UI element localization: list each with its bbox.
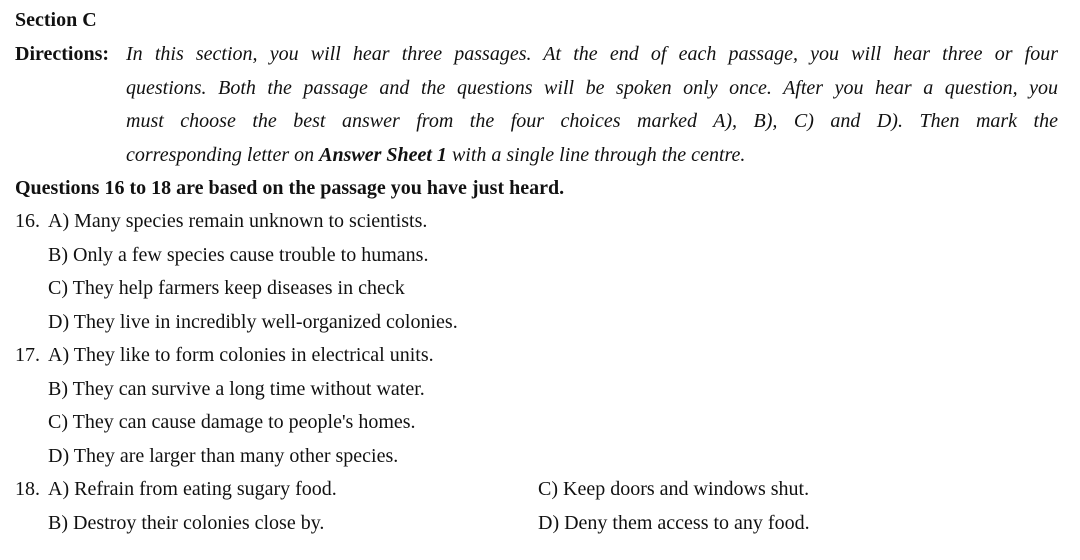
q16-option-b: B) Only a few species cause trouble to humans. — [48, 244, 429, 266]
question-number-18: 18. — [15, 478, 40, 500]
question-number-17: 17. — [15, 344, 40, 366]
q18-option-c: C) Keep doors and windows shut. — [538, 478, 810, 500]
q18-option-b: B) Destroy their colonies close by. — [48, 512, 325, 534]
q17-option-d: D) They are larger than many other species. — [48, 445, 399, 467]
directions-text-line-3: must choose the best answer from the four choices marked A), B), C) and D). Then mark the — [126, 110, 1058, 132]
q17-option-a: A) They like to form colonies in electrical units. — [48, 344, 434, 366]
directions-text-line-4 — [126, 143, 1058, 167]
answer-sheet-reference: Answer Sheet 1 — [319, 144, 447, 166]
q16-option-c: C) They help farmers keep diseases in check — [48, 277, 405, 299]
directions-text-line-4-end: with a single line through the centre. — [446, 144, 746, 166]
q17-option-c: C) They can cause damage to people's homes. — [48, 411, 416, 433]
q18-option-a: A) Refrain from eating sugary food. — [48, 478, 337, 500]
section-title: Section C — [15, 9, 97, 31]
question-number-16: 16. — [15, 210, 40, 232]
directions-text-line-1: In this section, you will hear three passages. At the end of each passage, you will hear three or four — [126, 43, 1058, 65]
q16-option-a: A) Many species remain unknown to scientists. — [48, 210, 428, 232]
directions-text-line-2: questions. Both the passage and the questions will be spoken only once. After you hear a question, you — [126, 77, 1058, 99]
q17-option-b: B) They can survive a long time without water. — [48, 378, 425, 400]
directions-label: Directions: — [15, 43, 110, 65]
directions-text-line-4-start: corresponding letter on — [126, 144, 320, 166]
q16-option-d: D) They live in incredibly well-organized colonies. — [48, 311, 458, 333]
question-group-heading: Questions 16 to 18 are based on the passage you have just heard. — [15, 177, 565, 199]
q18-option-d: D) Deny them access to any food. — [538, 512, 810, 534]
